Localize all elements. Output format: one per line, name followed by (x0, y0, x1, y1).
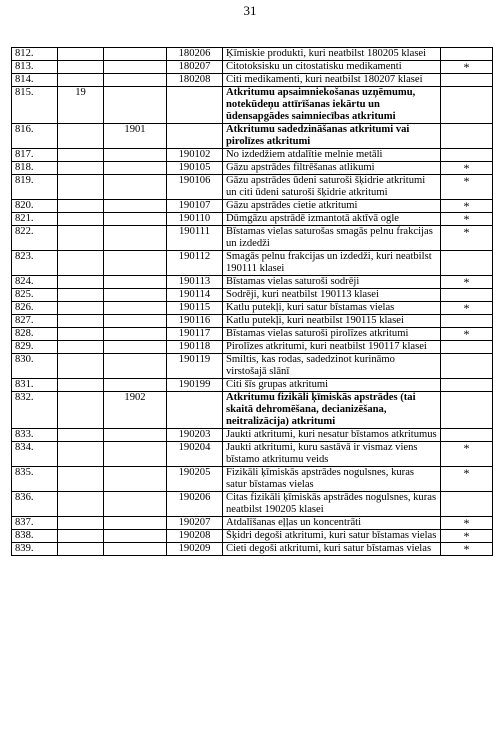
chapter-cell (58, 251, 104, 276)
subchapter-cell (104, 517, 167, 530)
subchapter-cell (104, 302, 167, 315)
row-number-cell: 830. (12, 354, 58, 379)
description-cell: Citi medikamenti, kuri neatbilst 180207 klasei (223, 74, 441, 87)
waste-code-cell: 190118 (167, 341, 223, 354)
row-number-cell: 838. (12, 530, 58, 543)
description-cell: Atkritumu apsaimniekošanas uzņēmumu, notekūdeņu attīrīšanas iekārtu un ūdensapgādes saimniecības atkritumi (223, 87, 441, 124)
chapter-cell (58, 467, 104, 492)
table-row (12, 276, 493, 289)
subchapter-cell (104, 354, 167, 379)
table-row (12, 517, 493, 530)
hazard-marker-cell (441, 124, 493, 149)
waste-code-cell: 190111 (167, 226, 223, 251)
row-number-cell: 836. (12, 492, 58, 517)
table-row (12, 175, 493, 200)
row-number-cell: 825. (12, 289, 58, 302)
chapter-cell (58, 289, 104, 302)
description-cell: Jaukti atkritumi, kuri nesatur bīstamos atkritumus (223, 429, 441, 442)
hazard-marker-cell (441, 251, 493, 276)
row-number-cell: 834. (12, 442, 58, 467)
chapter-cell (58, 315, 104, 328)
waste-code-cell: 190206 (167, 492, 223, 517)
waste-code-cell: 190119 (167, 354, 223, 379)
waste-code-cell: 190204 (167, 442, 223, 467)
table-row (12, 315, 493, 328)
hazard-marker-cell: * (441, 162, 493, 175)
description-cell: Katlu putekļi, kuri satur bīstamas vielas (223, 302, 441, 315)
chapter-cell (58, 354, 104, 379)
hazard-marker-cell: * (441, 61, 493, 74)
waste-code-cell: 190205 (167, 467, 223, 492)
waste-code-cell (167, 124, 223, 149)
subchapter-cell (104, 149, 167, 162)
table-row (12, 328, 493, 341)
subchapter-cell (104, 87, 167, 124)
hazard-marker-cell (441, 149, 493, 162)
chapter-cell (58, 543, 104, 556)
subchapter-cell (104, 442, 167, 467)
chapter-cell (58, 276, 104, 289)
subchapter-cell (104, 429, 167, 442)
waste-code-cell: 190208 (167, 530, 223, 543)
description-cell: Atkritumu sadedzināšanas atkritumi vai pirolīzes atkritumi (223, 124, 441, 149)
row-number-cell: 831. (12, 379, 58, 392)
row-number-cell: 815. (12, 87, 58, 124)
subchapter-cell (104, 467, 167, 492)
subchapter-cell (104, 315, 167, 328)
page-number: 31 (243, 3, 257, 18)
waste-code-cell: 180207 (167, 61, 223, 74)
row-number-cell: 835. (12, 467, 58, 492)
waste-code-cell: 190106 (167, 175, 223, 200)
hazard-marker-cell (441, 429, 493, 442)
description-cell: Jaukti atkritumi, kuru sastāvā ir vismaz viens bīstamo atkritumu veids (223, 442, 441, 467)
subchapter-cell: 1902 (104, 392, 167, 429)
row-number-cell: 832. (12, 392, 58, 429)
table-row (12, 74, 493, 87)
table-row (12, 392, 493, 429)
table-body (12, 48, 493, 556)
subchapter-cell (104, 226, 167, 251)
row-number-cell: 839. (12, 543, 58, 556)
row-number-cell: 829. (12, 341, 58, 354)
chapter-cell (58, 226, 104, 251)
table-row (12, 492, 493, 517)
description-cell: No izdedžiem atdalītie melnie metāli (223, 149, 441, 162)
description-cell: Citi šīs grupas atkritumi (223, 379, 441, 392)
waste-code-cell: 190116 (167, 315, 223, 328)
table-row (12, 302, 493, 315)
description-cell: Gāzu apstrādes ūdeni saturoši šķidrie atkritumi un citi ūdeni saturoši šķidrie atkritumi (223, 175, 441, 200)
table-row (12, 226, 493, 251)
description-cell: Citas fizikāli ķīmiskās apstrādes nogulsnes, kuras neatbilst 190205 klasei (223, 492, 441, 517)
subchapter-cell (104, 289, 167, 302)
hazard-marker-cell (441, 341, 493, 354)
row-number-cell: 820. (12, 200, 58, 213)
hazard-marker-cell: * (441, 517, 493, 530)
hazard-marker-cell (441, 289, 493, 302)
subchapter-cell (104, 74, 167, 87)
hazard-marker-cell (441, 354, 493, 379)
subchapter-cell (104, 379, 167, 392)
subchapter-cell (104, 251, 167, 276)
waste-code-cell: 190105 (167, 162, 223, 175)
description-cell: Gāzu apstrādes cietie atkritumi (223, 200, 441, 213)
row-number-cell: 823. (12, 251, 58, 276)
chapter-cell (58, 530, 104, 543)
waste-code-cell (167, 87, 223, 124)
row-number-cell: 837. (12, 517, 58, 530)
description-cell: Atdalīšanas eļļas un koncentrāti (223, 517, 441, 530)
waste-code-cell: 190115 (167, 302, 223, 315)
waste-code-cell: 190102 (167, 149, 223, 162)
table-row (12, 162, 493, 175)
table-row (12, 442, 493, 467)
table-row (12, 354, 493, 379)
table-row (12, 48, 493, 61)
row-number-cell: 827. (12, 315, 58, 328)
table-row (12, 200, 493, 213)
subchapter-cell (104, 61, 167, 74)
subchapter-cell (104, 213, 167, 226)
description-cell: Dūmgāzu apstrādē izmantotā aktīvā ogle (223, 213, 441, 226)
row-number-cell: 822. (12, 226, 58, 251)
chapter-cell (58, 341, 104, 354)
waste-code-cell (167, 392, 223, 429)
chapter-cell (58, 74, 104, 87)
row-number-cell: 828. (12, 328, 58, 341)
hazard-marker-cell: * (441, 543, 493, 556)
chapter-cell (58, 442, 104, 467)
description-cell: Atkritumu fizikāli ķīmiskās apstrādes (tai skaitā dehromēšana, decianizēšana, neitralizācija) atkritumi (223, 392, 441, 429)
waste-code-cell: 180208 (167, 74, 223, 87)
waste-code-cell: 190199 (167, 379, 223, 392)
table-row (12, 530, 493, 543)
hazard-marker-cell: * (441, 175, 493, 200)
row-number-cell: 814. (12, 74, 58, 87)
subchapter-cell (104, 200, 167, 213)
description-cell: Cieti degoši atkritumi, kuri satur bīstamas vielas (223, 543, 441, 556)
hazard-marker-cell: * (441, 200, 493, 213)
waste-code-cell: 190203 (167, 429, 223, 442)
waste-code-cell: 190113 (167, 276, 223, 289)
description-cell: Šķidri degoši atkritumi, kuri satur bīstamas vielas (223, 530, 441, 543)
waste-code-cell: 190107 (167, 200, 223, 213)
row-number-cell: 818. (12, 162, 58, 175)
chapter-cell (58, 162, 104, 175)
hazard-marker-cell (441, 315, 493, 328)
chapter-cell (58, 213, 104, 226)
waste-code-cell: 180206 (167, 48, 223, 61)
table-row (12, 341, 493, 354)
hazard-marker-cell (441, 87, 493, 124)
chapter-cell (58, 124, 104, 149)
table-row (12, 379, 493, 392)
description-cell: Gāzu apstrādes filtrēšanas atlikumi (223, 162, 441, 175)
subchapter-cell (104, 328, 167, 341)
description-cell: Sodrēji, kuri neatbilst 190113 klasei (223, 289, 441, 302)
hazard-marker-cell (441, 74, 493, 87)
table-row (12, 213, 493, 226)
waste-code-cell: 190112 (167, 251, 223, 276)
row-number-cell: 824. (12, 276, 58, 289)
hazard-marker-cell (441, 379, 493, 392)
description-cell: Bīstamas vielas saturoši pirolīzes atkritumi (223, 328, 441, 341)
hazard-marker-cell: * (441, 442, 493, 467)
chapter-cell (58, 328, 104, 341)
chapter-cell (58, 392, 104, 429)
chapter-cell: 19 (58, 87, 104, 124)
row-number-cell: 821. (12, 213, 58, 226)
table-row (12, 251, 493, 276)
table-row (12, 429, 493, 442)
subchapter-cell (104, 530, 167, 543)
subchapter-cell (104, 175, 167, 200)
row-number-cell: 819. (12, 175, 58, 200)
hazard-marker-cell: * (441, 467, 493, 492)
chapter-cell (58, 175, 104, 200)
chapter-cell (58, 302, 104, 315)
waste-code-cell: 190209 (167, 543, 223, 556)
description-cell: Smagās pelnu frakcijas un izdedži, kuri neatbilst 190111 klasei (223, 251, 441, 276)
chapter-cell (58, 149, 104, 162)
hazard-marker-cell: * (441, 530, 493, 543)
table-row (12, 149, 493, 162)
waste-classification-table (11, 47, 493, 556)
subchapter-cell: 1901 (104, 124, 167, 149)
description-cell: Pirolīzes atkritumi, kuri neatbilst 190117 klasei (223, 341, 441, 354)
description-cell: Smiltis, kas rodas, sadedzinot kurināmo virstošajā slānī (223, 354, 441, 379)
chapter-cell (58, 61, 104, 74)
description-cell: Bīstamas vielas saturoši sodrēji (223, 276, 441, 289)
row-number-cell: 813. (12, 61, 58, 74)
row-number-cell: 816. (12, 124, 58, 149)
hazard-marker-cell (441, 48, 493, 61)
waste-code-cell: 190207 (167, 517, 223, 530)
chapter-cell (58, 379, 104, 392)
description-cell: Katlu putekļi, kuri neatbilst 190115 klasei (223, 315, 441, 328)
description-cell: Bīstamas vielas saturošas smagās pelnu frakcijas un izdedži (223, 226, 441, 251)
hazard-marker-cell: * (441, 328, 493, 341)
description-cell: Fizikāli ķīmiskās apstrādes nogulsnes, kuras satur bīstamas vielas (223, 467, 441, 492)
row-number-cell: 812. (12, 48, 58, 61)
hazard-marker-cell: * (441, 302, 493, 315)
waste-code-cell: 190117 (167, 328, 223, 341)
chapter-cell (58, 48, 104, 61)
hazard-marker-cell: * (441, 213, 493, 226)
subchapter-cell (104, 276, 167, 289)
chapter-cell (58, 429, 104, 442)
waste-code-cell: 190110 (167, 213, 223, 226)
description-cell: Ķīmiskie produkti, kuri neatbilst 180205 klasei (223, 48, 441, 61)
hazard-marker-cell: * (441, 276, 493, 289)
hazard-marker-cell (441, 492, 493, 517)
table-row (12, 543, 493, 556)
hazard-marker-cell: * (441, 226, 493, 251)
table-row (12, 87, 493, 124)
table-row (12, 124, 493, 149)
subchapter-cell (104, 341, 167, 354)
chapter-cell (58, 492, 104, 517)
chapter-cell (58, 200, 104, 213)
waste-code-cell: 190114 (167, 289, 223, 302)
subchapter-cell (104, 48, 167, 61)
subchapter-cell (104, 543, 167, 556)
table-row (12, 61, 493, 74)
subchapter-cell (104, 162, 167, 175)
row-number-cell: 817. (12, 149, 58, 162)
chapter-cell (58, 517, 104, 530)
row-number-cell: 826. (12, 302, 58, 315)
table-row (12, 467, 493, 492)
hazard-marker-cell (441, 392, 493, 429)
description-cell: Citotoksisku un citostatisku medikamenti (223, 61, 441, 74)
table-row (12, 289, 493, 302)
row-number-cell: 833. (12, 429, 58, 442)
subchapter-cell (104, 492, 167, 517)
